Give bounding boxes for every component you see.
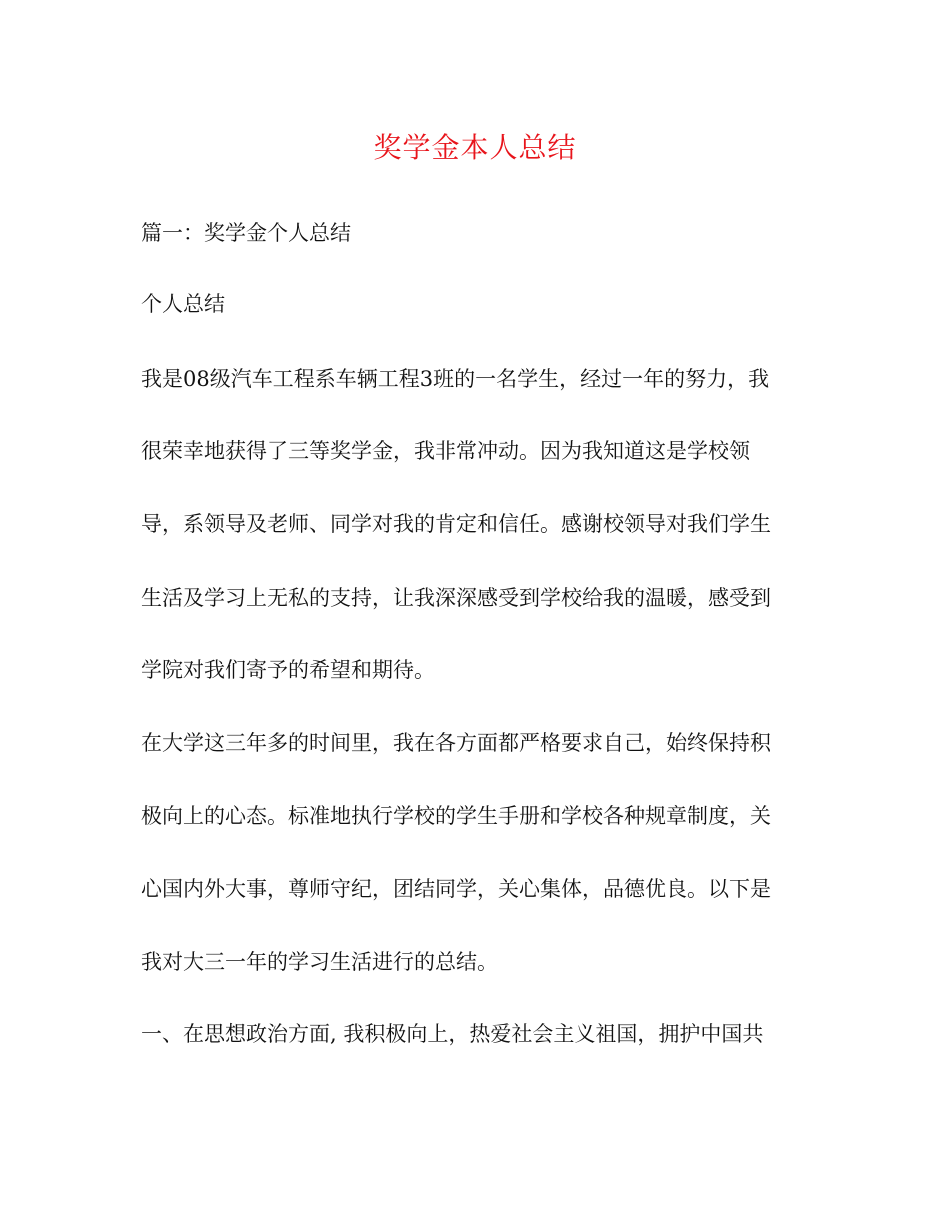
body-line: 很荣幸地获得了三等奖学金，我非常冲动。因为我知道这是学校领	[141, 439, 750, 463]
body-line: 心国内外大事，尊师守纪，团结同学，关心集体，品德优良。以下是	[141, 877, 771, 901]
body-line: 学院对我们寄予的希望和期待。	[141, 658, 435, 682]
body-line: 生活及学习上无私的支持，让我深深感受到学校给我的温暖，感受到	[141, 586, 771, 610]
section-heading: 篇一：奖学金个人总结	[141, 221, 351, 245]
subheading: 个人总结	[141, 292, 225, 316]
body-line: 在大学这三年多的时间里，我在各方面都严格要求自己，始终保持积	[141, 731, 771, 755]
body-line: 一、在思想政治方面, 我积极向上，热爱社会主义祖国，拥护中国共	[141, 1022, 764, 1046]
document-title: 奖学金本人总结	[373, 131, 577, 164]
body-line: 我对大三一年的学习生活进行的总结。	[141, 950, 498, 974]
body-line: 我是08级汽车工程系车辆工程3班的一名学生，经过一年的努力，我	[141, 367, 770, 391]
body-line: 极向上的心态。标准地执行学校的学生手册和学校各种规章制度，关	[141, 804, 771, 828]
body-line: 导，系领导及老师、同学对我的肯定和信任。感谢校领导对我们学生	[141, 512, 771, 536]
